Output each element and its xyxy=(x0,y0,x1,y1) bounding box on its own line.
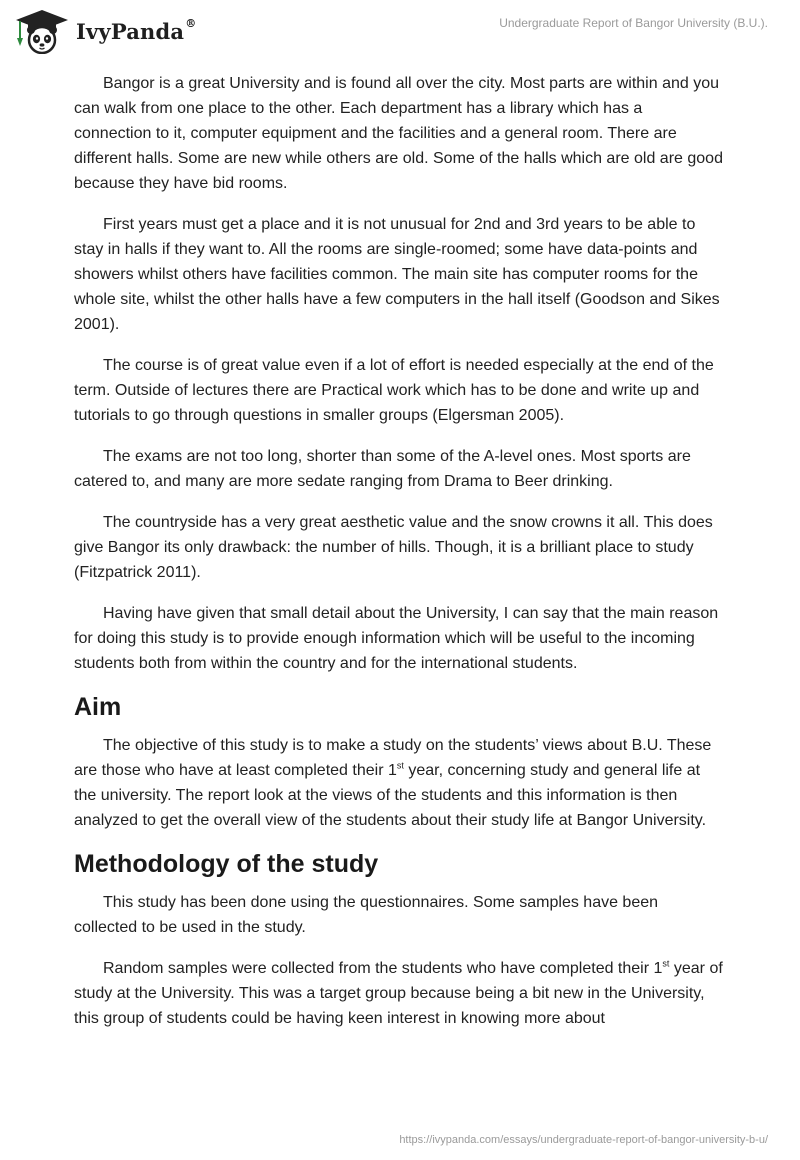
heading-methodology: Methodology of the study xyxy=(74,850,379,878)
source-url-link[interactable]: https://ivypanda.com/essays/undergraduate-report-of-bangor-university-b-u/ xyxy=(399,1134,768,1146)
paragraph-3: The course is of great value even if a lot of effort is needed especially at the end of the term. Outside of lectures there are Practical work which has to be done and write up and tutorials to go through questions in smaller groups (Elgersman 2005). xyxy=(74,357,714,424)
paragraph-6: Having have given that small detail about the University, I can say that the main reason for doing this study is to provide enough information which will be useful to the incoming students both from within the country and for the international students. xyxy=(74,605,719,672)
logo-wordmark: IvyPanda® xyxy=(76,16,197,44)
paragraph-7: The objective of this study is to make a study on the students’ views about B.U. These are those who have at least completed their 1st year, concerning study and general life at the university. The report look at the views of the students and this information is then analyzed to get the overall view of the students about their study life at Bangor University. xyxy=(74,737,712,829)
essay-body xyxy=(74,71,724,1047)
paragraph-9: Random samples were collected from the students who have completed their 1st year of study at the University. This was a target group because being a bit new in the University, this group of students could be having keen interest in knowing more about xyxy=(74,958,723,1027)
ivypanda-logo[interactable] xyxy=(14,8,196,54)
panda-graduation-cap-icon xyxy=(14,8,70,54)
paragraph-8: This study has been done using the questionnaires. Some samples have been collected to be used in the study. xyxy=(74,894,659,936)
heading-aim: Aim xyxy=(74,693,122,721)
document-title: Undergraduate Report of Bangor University (B.U.). xyxy=(499,16,768,30)
paragraph-5: The countryside has a very great aesthetic value and the snow crowns it all. This does give Bangor its only drawback: the number of hills. Though, it is a brilliant place to study (Fitzpatrick 2011). xyxy=(74,514,713,581)
paragraph-1: Bangor is a great University and is found all over the city. Most parts are within and you can walk from one place to the other. Each department has a library which has a connection to it, computer equipment and the facilities and a general room. There are different halls. Some are new while others are old. Some of the halls which are old are good because they have bid rooms. xyxy=(74,75,723,192)
paragraph-2: First years must get a place and it is not unusual for 2nd and 3rd years to be able to stay in halls if they want to. All the rooms are single-roomed; some have data-points and showers whilst others have facilities common. The main site has computer rooms for the whole site, whilst the other halls have a few computers in the hall itself (Goodson and Sikes 2001). xyxy=(74,216,720,333)
paragraph-4: The exams are not too long, shorter than some of the A-level ones. Most sports are catered to, and many are more sedate ranging from Drama to Beer drinking. xyxy=(74,448,691,490)
page-header xyxy=(0,0,800,60)
